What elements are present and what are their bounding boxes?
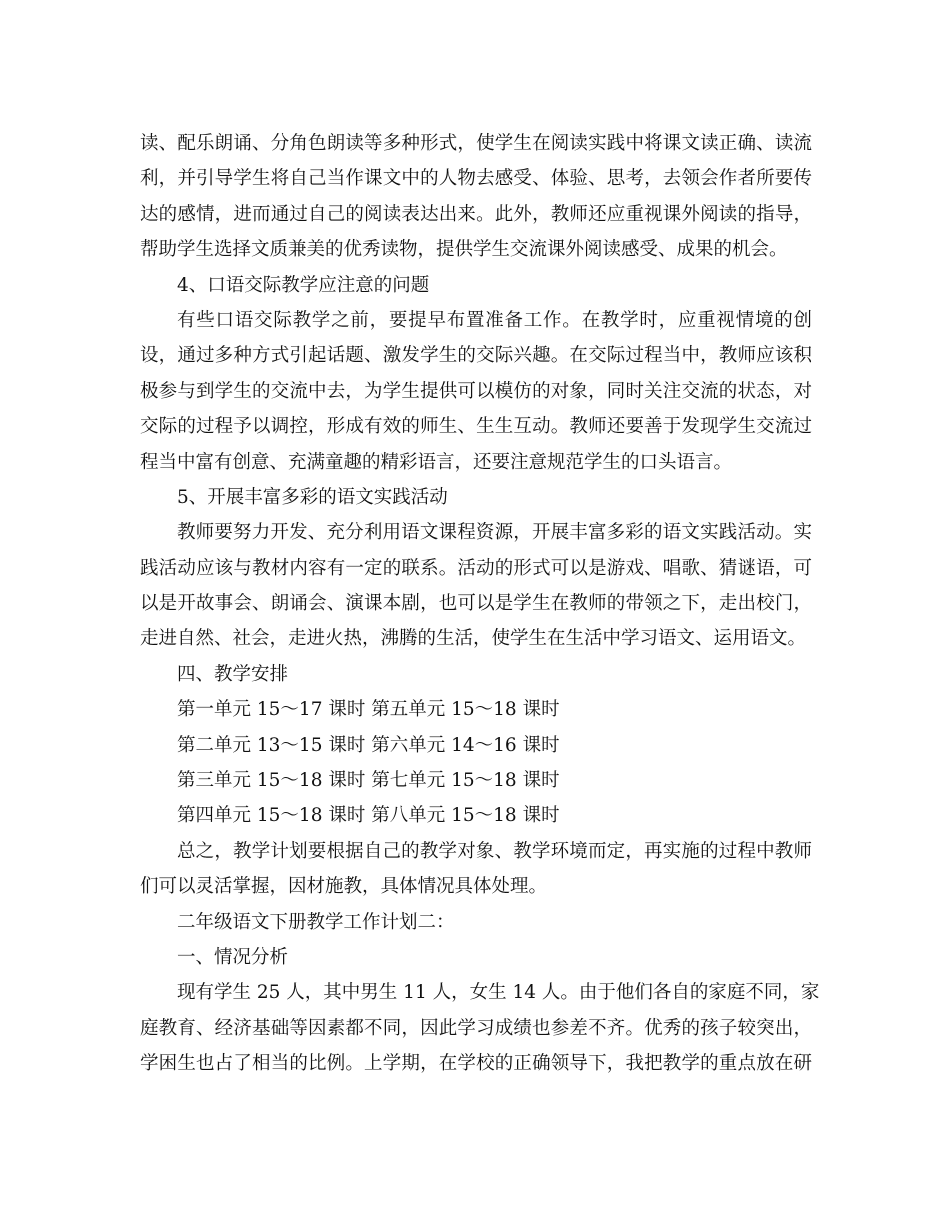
- body-line: 学困生也占了相当的比例。上学期，在学校的正确领导下，我把教学的重点放在研: [140, 1053, 812, 1075]
- body-line: 庭教育、经济基础等因素都不同，因此学习成绩也参差不齐。优秀的孩子较突出，: [140, 1017, 812, 1039]
- section-heading: 4、口语交际教学应注意的问题: [177, 274, 430, 296]
- body-line: 利，并引导学生将自己当作课文中的人物去感受、体验、思考，去领会作者所要传: [140, 168, 812, 190]
- body-line: 帮助学生选择文质兼美的优秀读物，提供学生交流课外阅读感受、成果的机会。: [140, 239, 788, 261]
- body-line: 设，通过多种方式引起话题、激发学生的交际兴趣。在交际过程当中，教师应该积: [140, 345, 812, 367]
- schedule-line: 第三单元 15～18 课时 第七单元 15～18 课时: [177, 770, 560, 792]
- schedule-line: 第一单元 15～17 课时 第五单元 15～18 课时: [177, 699, 560, 721]
- section-heading: 四、教学安排: [177, 663, 289, 685]
- body-line: 达的感情，进而通过自己的阅读表达出来。此外，教师还应重视课外阅读的指导，: [140, 203, 812, 225]
- body-line: 极参与到学生的交流中去，为学生提供可以模仿的对象，同时关注交流的状态，对: [140, 380, 812, 402]
- body-line: 程当中富有创意、充满童趣的精彩语言，还要注意规范学生的口头语言。: [140, 451, 733, 473]
- section-heading: 5、开展丰富多彩的语文实践活动: [177, 486, 448, 508]
- document-subtitle: 二年级语文下册教学工作计划二：: [177, 911, 455, 933]
- document-page: [140, 126, 820, 1082]
- body-line: 教师要努力开发、充分利用语文课程资源，开展丰富多彩的语文实践活动。实: [177, 522, 812, 544]
- body-line: 们可以灵活掌握，因材施教，具体情况具体处理。: [140, 876, 548, 898]
- body-line: 总之，教学计划要根据自己的教学对象、教学环境而定，再实施的过程中教师: [177, 840, 812, 862]
- body-line: 以是开故事会、朗诵会、演课本剧，也可以是学生在教师的带领之下，走出校门，: [140, 593, 812, 615]
- body-line: 走进自然、社会，走进火热，沸腾的生活，使学生在生活中学习语文、运用语文。: [140, 628, 807, 650]
- body-line: 有些口语交际教学之前，要提早布置准备工作。在教学时，应重视情境的创: [177, 309, 812, 331]
- body-line: 现有学生 25 人，其中男生 11 人，女生 14 人。由于他们各自的家庭不同，家: [177, 982, 820, 1004]
- section-heading: 一、情况分析: [177, 946, 289, 968]
- body-line: 交际的过程予以调控，形成有效的师生、生生互动。教师还要善于发现学生交流过: [140, 416, 812, 438]
- schedule-line: 第四单元 15～18 课时 第八单元 15～18 课时: [177, 805, 560, 827]
- body-line: 践活动应该与教材内容有一定的联系。活动的形式可以是游戏、唱歌、猜谜语，可: [140, 557, 812, 579]
- body-line: 读、配乐朗诵、分角色朗读等多种形式，使学生在阅读实践中将课文读正确、读流: [140, 133, 812, 154]
- schedule-line: 第二单元 13～15 课时 第六单元 14～16 课时: [177, 734, 560, 756]
